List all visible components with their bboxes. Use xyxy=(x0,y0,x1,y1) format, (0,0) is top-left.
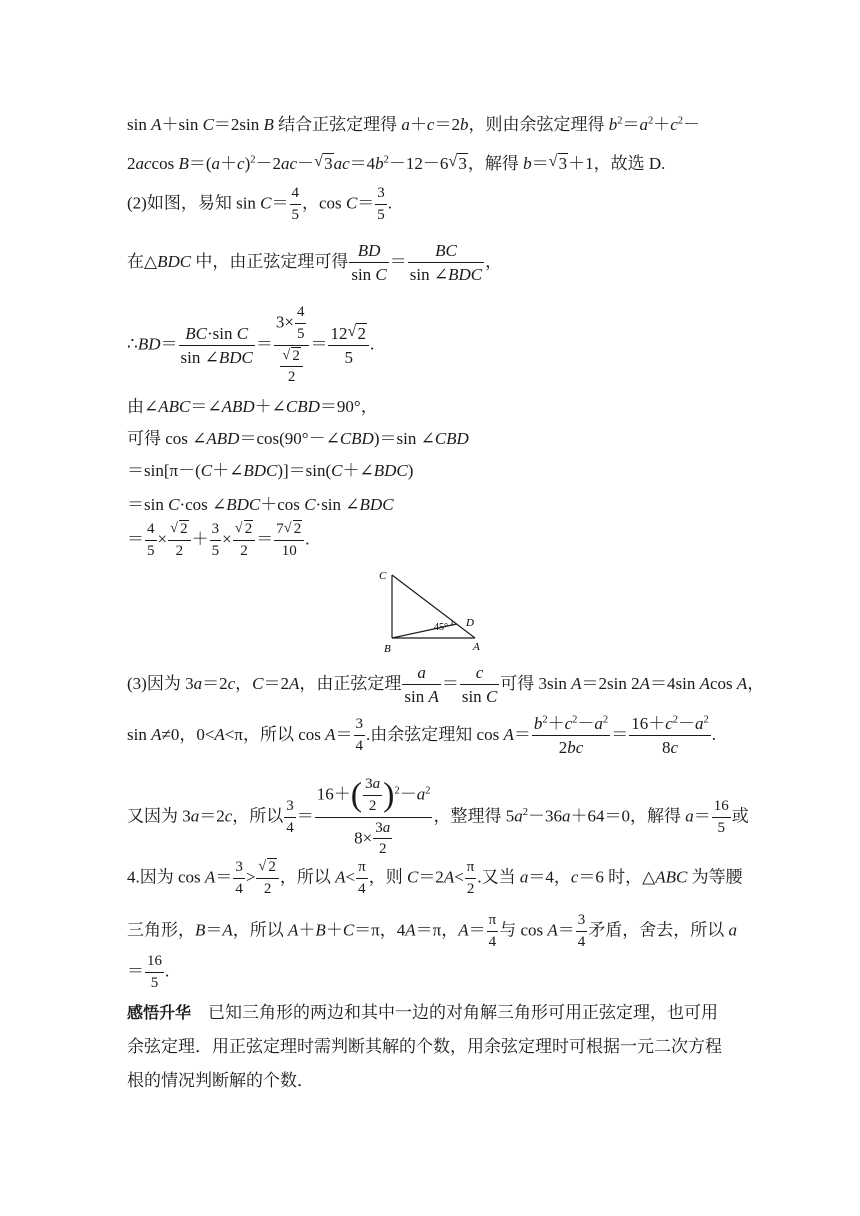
fraction: $\frac{3}{5}$ xyxy=(211,521,220,559)
summary-line: 感悟升华 已知三角形的两边和其中一边的对角解三角形可用正弦定理，也可用 xyxy=(127,1003,719,1022)
label-b: B xyxy=(384,643,391,655)
fraction: $\frac{3a}{2}$ xyxy=(365,776,381,814)
sqrt: √ 3 xyxy=(314,153,333,173)
text-line: sin A＋sin C＝2sin B 结合正弦定理得 a＋c＝2b，则由余弦定理得 $b^2=a^2+c^2-$ xyxy=(127,115,701,134)
fraction: $\frac{\pi}{4}$ xyxy=(358,859,366,897)
text-line: 可得 cos ∠ABD＝cos(90°－∠CBD)＝sin ∠CBD xyxy=(127,429,469,448)
fraction: $\frac{3}{4}$ xyxy=(577,912,586,950)
fraction: $\frac{3}{4}$ xyxy=(286,797,294,836)
fraction: $\frac{BC}{\text{sin ∠BDC}}$ xyxy=(409,241,483,284)
fraction: $\frac{4}{5}$ xyxy=(296,304,305,342)
summary-line: 根的情况判断解的个数． xyxy=(127,1071,314,1090)
sqrt: √ 3 xyxy=(548,153,568,173)
label-c: C xyxy=(379,570,387,582)
fraction: $\frac{\text{BC·sin C}}{\text{sin ∠BDC}}$ xyxy=(180,323,253,367)
fraction: √ 2 2 xyxy=(280,349,303,387)
summary-heading: 感悟升华 xyxy=(127,1003,192,1022)
label-angle-45: 45° xyxy=(434,622,448,633)
text-line: 三角形，B＝A，所以 A＋B＋C＝π，4A＝π，A＝ $\frac{\pi}{4}$ 与 cos A＝ $\frac{3}{4}$ 矛盾，舍去，所以 a xyxy=(127,912,738,950)
fraction: $\frac{c}{\text{sin C}}$ xyxy=(461,663,498,706)
text-line: ＝sin C·cos ∠BDC＋cos C·sin ∠BDC xyxy=(127,495,394,514)
fraction: 7 √ 2 10 xyxy=(274,522,304,560)
fraction: $\frac{3}{5}$ xyxy=(377,185,385,223)
sqrt: √ 3 xyxy=(448,153,467,173)
label-d: D xyxy=(466,617,474,629)
text-line: ＝ $\frac{4}{5}$ × √ 2 2 ＋ $\frac{3}{5}$ × √ 2 2 ＝ 7 √ 2 10 . xyxy=(127,520,310,559)
text-line: ＝ $\frac{16}{5}$ . xyxy=(127,953,170,991)
text-line: 2accos $B=(a+c)^2-2ac-$ √ $3ac=4b^2-12-6$ √ 3，解得 b＝ √ 3＋1，故选 D. xyxy=(127,153,666,173)
fraction: $\frac{16+c^2-a^2}{8c}$ xyxy=(631,714,709,757)
fraction: $\frac{4}{5}$ xyxy=(291,185,300,223)
fraction: $\frac{16}{5}$ xyxy=(713,797,729,836)
fraction: $\frac{16}{5}$ xyxy=(147,953,162,991)
fraction: $\frac{\pi}{2}$ xyxy=(466,859,475,897)
text-line: 4.因为 cos A＝ $\frac{3}{4}$ > √ 2 2 ，所以 A< $\frac{\pi}{4}$ ，则 C＝2A< $\frac{\pi}{2}$ .又当 a＝4，c＝6 时，△ABC 为等腰 xyxy=(127,858,743,897)
text-line: ∴BD＝ $\frac{\text{BC·sin C}}{\text{sin ∠BDC}}$ ＝ 3× $\frac{4}{5}$ √ 2 2 ＝ 12 √ 2 5 . xyxy=(127,304,375,386)
text-line: (2)如图，易知 sin C＝ $\frac{4}{5}$ ，cos C＝ $\frac{3}{5}$ . xyxy=(127,185,393,223)
fraction: √ 2 2 xyxy=(233,522,256,560)
text-line: sin A≠0，0<A<π，所以 cos A＝ $\frac{3}{4}$ .由余弦定理知 cos A＝ $\frac{b^2+c^2-a^2}{2bc}$ ＝ $\frac{16+c^2-a^2}{8c}$ . xyxy=(127,714,717,757)
text-line: 又因为 3a＝2c，所以 $\frac{3}{4}$ ＝ 16＋( $\frac{3a}{2}$ )$^2-a^2$ 8× $\frac{3a}{2}$ ，整理得 $5a^2-36a+64=0$，解得 a＝ $\frac{16}{5}$ 或 xyxy=(127,776,749,858)
text-line: 在△BDC 中，由正弦定理可得 $\frac{BD}{\text{sin C}}$ ＝ $\frac{BC}{\text{sin ∠BDC}}$ ， xyxy=(127,241,503,284)
fraction: $\frac{3}{4}$ xyxy=(355,716,364,754)
fraction: 16＋( $\frac{3a}{2}$ )$^2-a^2$ 8× $\frac{3a}{2}$ xyxy=(316,776,431,858)
text-line: (3)因为 3a＝2c，C＝2A，由正弦定理 $\frac{a}{\text{sin A}}$ ＝ $\frac{c}{\text{sin C}}$ 可得 3sin A＝2sin 2A＝4sin Acos A， xyxy=(127,663,765,706)
fraction: 12 √ 2 5 xyxy=(328,325,369,367)
fraction: $\frac{3a}{2}$ xyxy=(375,819,391,858)
fraction: $\frac{a}{\text{sin A}}$ xyxy=(404,663,439,706)
text-line: 由∠ABC＝∠ABD＋∠CBD＝90°， xyxy=(127,397,378,416)
fraction: √ 2 2 xyxy=(256,860,279,898)
fraction: $\frac{BD}{\text{sin C}}$ xyxy=(351,241,387,284)
label-a: A xyxy=(473,641,480,653)
fraction: √ 2 2 xyxy=(168,522,191,560)
text-line: ＝sin[π－(C＋∠BDC)]＝sin(C＋∠BDC) xyxy=(127,461,414,480)
fraction: $\frac{\pi}{4}$ xyxy=(488,912,497,950)
summary-line: 余弦定理．用正弦定理时需判断其解的个数，用余弦定理时可根据一元二次方程 xyxy=(127,1037,722,1056)
triangle-figure xyxy=(372,566,484,656)
fraction: $\frac{3}{4}$ xyxy=(235,859,243,897)
fraction: $\frac{b^2+c^2-a^2}{2bc}$ xyxy=(533,714,609,757)
fraction: 3× $\frac{4}{5}$ √ 2 2 xyxy=(274,305,310,386)
fraction: $\frac{4}{5}$ xyxy=(147,521,155,559)
